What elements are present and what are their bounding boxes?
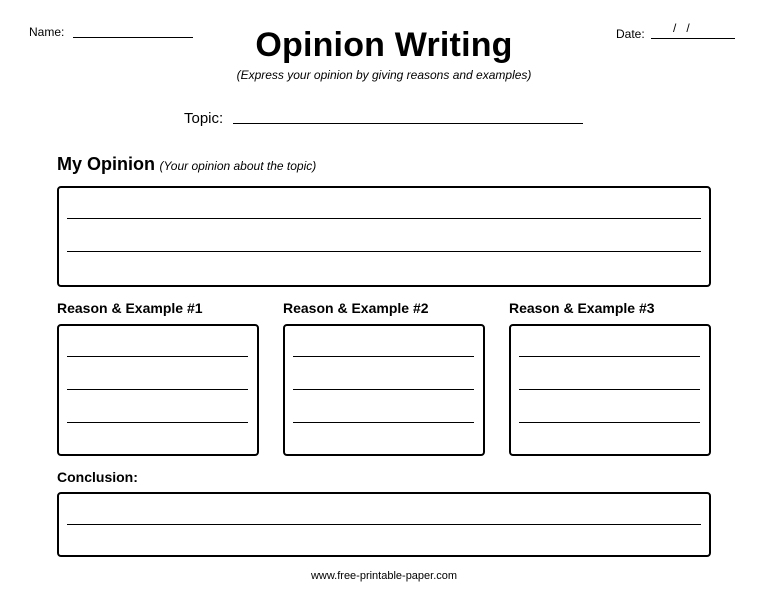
conclusion-line[interactable] [67, 524, 701, 525]
page-title: Opinion Writing [255, 26, 513, 64]
date-line[interactable] [651, 38, 735, 39]
date-slashes: / / [673, 21, 690, 35]
topic-line[interactable] [233, 123, 583, 124]
reason-3-label: Reason & Example #3 [509, 300, 655, 316]
reason-1-box[interactable] [57, 324, 259, 456]
reason-3-box[interactable] [509, 324, 711, 456]
reason-1-line[interactable] [67, 422, 248, 423]
reason-1-line[interactable] [67, 389, 248, 390]
opinion-box[interactable] [57, 186, 711, 287]
opinion-heading: My Opinion [57, 154, 155, 174]
footer-url: www.free-printable-paper.com [310, 570, 458, 582]
conclusion-label: Conclusion: [57, 469, 138, 485]
reason-2-line[interactable] [293, 356, 474, 357]
opinion-heading-row [57, 154, 316, 175]
topic-label: Topic: [184, 110, 224, 127]
opinion-line[interactable] [67, 251, 701, 252]
reason-3-line[interactable] [519, 356, 700, 357]
reason-1-label: Reason & Example #1 [57, 300, 203, 316]
reason-2-label: Reason & Example #2 [283, 300, 429, 316]
reason-1-line[interactable] [67, 356, 248, 357]
date-label: Date: [616, 27, 645, 41]
name-label: Name: [29, 25, 65, 39]
page-subtitle: (Express your opinion by giving reasons and examples) [236, 68, 532, 82]
reason-2-line[interactable] [293, 389, 474, 390]
reason-2-box[interactable] [283, 324, 485, 456]
reason-3-line[interactable] [519, 389, 700, 390]
opinion-note: (Your opinion about the topic) [159, 159, 317, 173]
reason-2-line[interactable] [293, 422, 474, 423]
opinion-line[interactable] [67, 218, 701, 219]
reason-3-line[interactable] [519, 422, 700, 423]
